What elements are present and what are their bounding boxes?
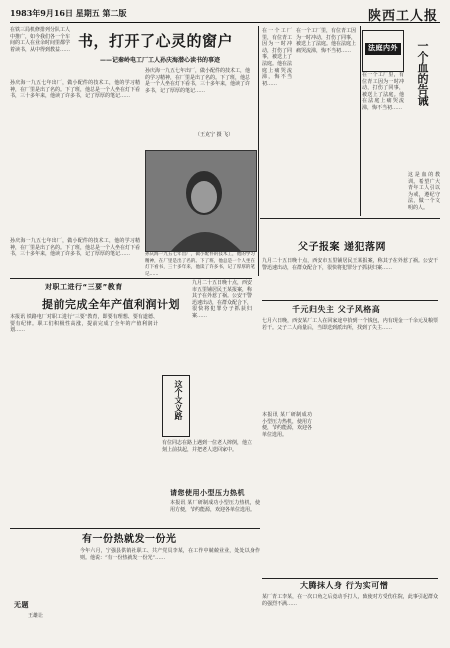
law-box-title: 法庭内外 xyxy=(365,43,401,55)
vertical-title: 一个血的告诫 xyxy=(416,40,429,106)
page-header xyxy=(10,8,440,23)
sidebar-small-headline: 这个文义路 xyxy=(174,380,183,420)
bottom-middle-headline: 有一份热就发一份光 xyxy=(82,534,177,545)
small-note-headline: 请您使用小型压力热机 xyxy=(170,489,245,497)
photo-credit: （王克宁 摄 飞） xyxy=(195,132,234,138)
section-divider xyxy=(262,578,438,579)
portrait-image xyxy=(146,151,256,251)
bottom-right-headline: 大腾抹人身 行为实可憎 xyxy=(300,581,389,590)
money-return-body: 七月六日晚，西安某厂工人在回家途中拾到一个钱包，内有现金一千余元及粮票若干。父子二人商量后，当即送到派出所，找到了失主…… xyxy=(262,318,438,331)
law-box xyxy=(362,30,404,72)
center-column-text: 九月二十五日晚十点，西安市五里铺居民王某报案，称其子在外惹了祸。公安干警迅速出动，在群众配合下，很快将犯罪分子抓获归案…… xyxy=(192,280,253,319)
column-divider xyxy=(258,26,259,276)
lead-body-col3: 孙庆海一九五七年出厂，做小配件的技术工，他的学习精神，在厂里是出了名的。下了班，他总是一个人坐在灯下看书，三十多年来，他读了许多书，记了厚厚的笔记…… xyxy=(10,238,141,258)
lead-photo xyxy=(145,150,257,252)
lead-subheadline: ——记秦岭电工厂工人孙庆海潜心读书的事迹 xyxy=(100,57,221,64)
bottom-left-body: 本报讯 铁路电厂对职工进行“三要”教育，即要有理想、要有道德、要有纪律。职工们积极性高涨，提前完成了全年的产值利润计划…… xyxy=(10,314,158,334)
sidebar-small-box xyxy=(162,375,190,437)
bottom-left-kicker: 对职工进行“三要”教育 xyxy=(45,283,123,291)
bottom-middle-body: 今年六月，宁强县供销社职工、共产党员李某，在工作中兢兢业业，处处以身作则。他说：“有一份热就发一份光”…… xyxy=(80,548,260,561)
father-son-body: 九月二十五日晚十点，西安市五里铺居民王某报案，称其子在外惹了祸。公安干警迅速出动，在群众配合下，很快将犯罪分子抓获归案…… xyxy=(262,258,438,271)
column-divider xyxy=(360,26,361,216)
lead-body-col1: 孙庆海一九五七年出厂，做小配件的技术工，他的学习精神，在厂里是出了名的。下了班，他总是一个人坐在灯下看书，三十多年来，他读了许多书，记了厚厚的笔记…… xyxy=(10,80,141,100)
sidebar-small-body: 有位同志在路上遇到一位老人摔倒，他立刻上前扶起，并把老人送回家中。 xyxy=(162,440,253,453)
section-divider xyxy=(262,300,438,301)
section-divider xyxy=(260,218,440,219)
lead-intro: 在铁三局机修排列分队工人中推广，如今我们各一个车间的工人在业余时间里都学着读书，从中得到教益…… xyxy=(10,27,71,53)
middle-column-text2: 在一个工厂里，有位青工因为一时冲动，打伤了同事，被送上了法庭。他在法庭上痛哭流涕，悔不当初…… xyxy=(296,28,357,54)
father-son-headline: 父子报案 递犯落网 xyxy=(298,242,386,253)
bottom-right-body: 某厂青工李某，在一次口角之后竟动手打人，致使对方受伤住院，此事引起群众的强烈不满…… xyxy=(262,594,438,607)
bottom-left-headline: 提前完成全年产值利润计划 xyxy=(42,298,180,311)
section-divider xyxy=(10,278,252,279)
photo-caption-text: 孙庆海一九五七年出厂，做小配件的技术工，他的学习精神，在厂里是出了名的。下了班，他总是一个人坐在灯下看书，三十多年来，他读了许多书，记了厚厚的笔记…… xyxy=(145,252,255,277)
lead-body-col2: 孙庆海一九五七年出厂，做小配件的技术工，他的学习精神，在厂里是出了名的。下了班，他总是一个人坐在灯下看书，三十多年来，他读了许多书，记了厚厚的笔记…… xyxy=(145,68,251,94)
small-note-body: 本报讯 某厂研制成功小型压力热机，使用方便，节约能源，欢迎各单位选用。 xyxy=(170,500,260,513)
poem-author: 王雄让 xyxy=(28,613,44,619)
law-box-body: 在一个工厂里，有位青工因为一时冲动，打伤了同事，被送上了法庭。他在法庭上痛哭流涕，悔不当初…… xyxy=(362,72,404,111)
middle-column-text: 在一个工厂里，有位青工因为一时冲动，打伤了同事，被送上了法庭。他在法庭上痛哭流涕，悔不当初…… xyxy=(262,28,293,87)
masthead: 陕西工人报 xyxy=(367,9,438,24)
right-lower-text: 本报讯 某厂研制成功小型压力热机，使用方便，节约能源，欢迎各单位选用。 xyxy=(262,412,313,438)
lead-headline: 书，打开了心灵的窗户 xyxy=(78,32,234,50)
money-return-headline: 千元归失主 父子风格高 xyxy=(292,305,381,314)
right-vertical-body: 这是血的教训。希望广大青年工人引以为戒，遵纪守法，做一个文明的人。 xyxy=(408,172,440,211)
date-line: 1983年9月16日 星期五 第二版 xyxy=(10,8,127,18)
poem-title: 无题 xyxy=(14,601,29,609)
section-divider xyxy=(10,528,260,529)
